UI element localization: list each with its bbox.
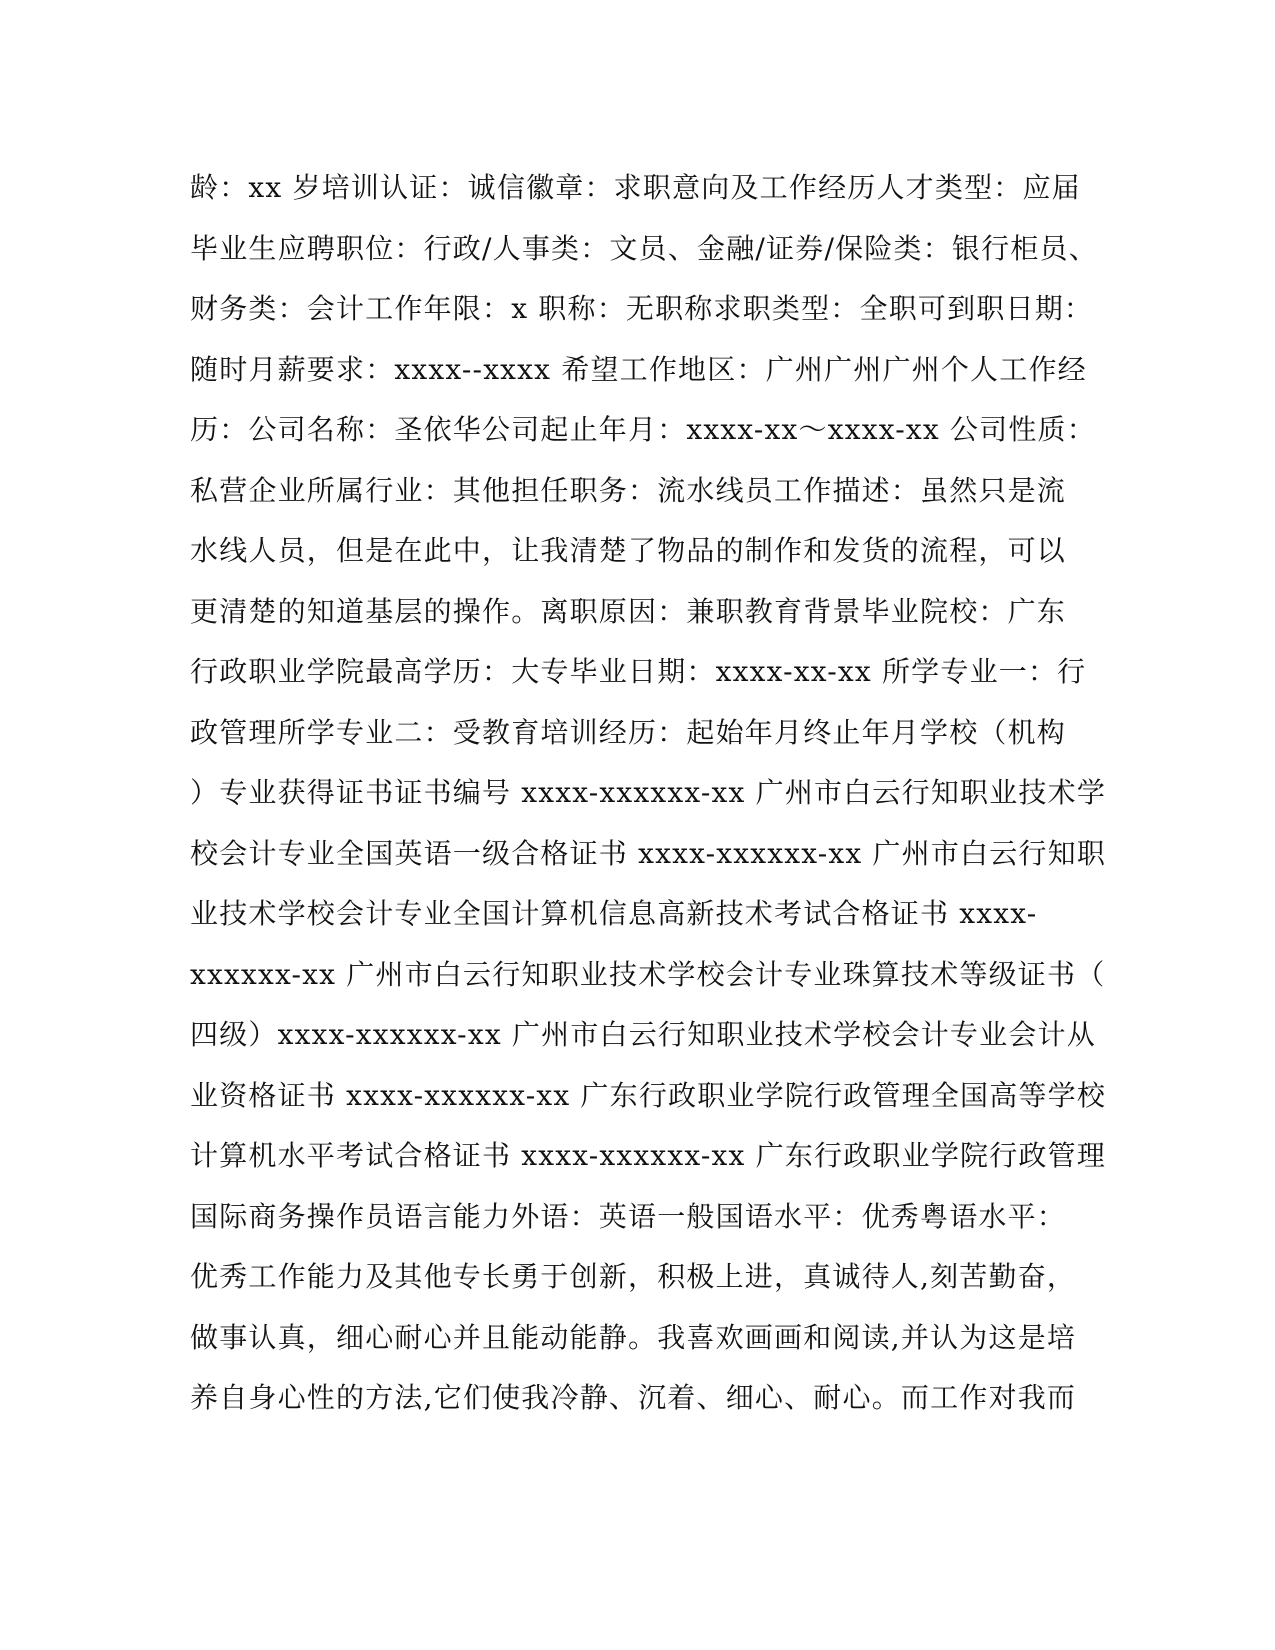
text-line: 养自身心性的方法,它们使我冷静、沉着、细心、耐心。而工作对我而: [190, 1381, 1077, 1414]
text-line: ）专业获得证书证书编号 xxxx-xxxxxx-xx 广州市白云行知职业技术学: [190, 776, 1107, 809]
text-line: 财务类：会计工作年限：x 职称：无职称求职类型：全职可到职日期：: [190, 292, 1094, 325]
text-line: 龄：xx 岁培训认证：诚信徽章：求职意向及工作经历人才类型：应届: [190, 171, 1081, 204]
text-line: 计算机水平考试合格证书 xxxx-xxxxxx-xx 广东行政职业学院行政管理: [190, 1139, 1107, 1172]
text-line: 毕业生应聘职位：行政/人事类：文员、金融/证券/保险类：银行柜员、: [190, 231, 1098, 265]
text-line: 私营企业所属行业：其他担任职务：流水线员工作描述：虽然只是流: [190, 473, 1067, 507]
resume-text-body: [190, 158, 1107, 1429]
text-line: xxxxxx-xx 广州市白云行知职业技术学校会计专业珠算技术等级证书（: [190, 957, 1106, 991]
text-line: 业技术学校会计专业全国计算机信息高新技术考试合格证书 xxxx-: [190, 897, 1038, 930]
text-line: 政管理所学专业二：受教育培训经历：起始年月终止年月学校（机构: [190, 715, 1067, 749]
text-line: 业资格证书 xxxx-xxxxxx-xx 广东行政职业学院行政管理全国高等学校: [190, 1078, 1107, 1112]
text-line: 更清楚的知道基层的操作。离职原因：兼职教育背景毕业院校：广东: [190, 594, 1067, 628]
text-line: 行政职业学院最高学历：大专毕业日期：xxxx-xx-xx 所学专业一：行: [190, 655, 1087, 688]
text-line: 校会计专业全国英语一级合格证书 xxxx-xxxxxx-xx 广州市白云行知职: [190, 836, 1107, 870]
text-line: 历：公司名称：圣依华公司起止年月：xxxx-xx～xxxx-xx 公司性质：: [190, 413, 1096, 446]
text-line: 优秀工作能力及其他专长勇于创新，积极上进，真诚待人,刻苦勤奋，: [190, 1260, 1077, 1293]
text-line: 国际商务操作员语言能力外语：英语一般国语水平：优秀粤语水平：: [190, 1199, 1067, 1233]
text-line: 四级）xxxx-xxxxxx-xx 广州市白云行知职业技术学校会计专业会计从: [190, 1018, 1096, 1051]
text-line: 水线人员，但是在此中，让我清楚了物品的制作和发货的流程，可以: [190, 534, 1067, 567]
text-line: 随时月薪要求：xxxx--xxxx 希望工作地区：广州广州广州个人工作经: [190, 352, 1087, 386]
text-line: 做事认真，细心耐心并且能动能静。我喜欢画画和阅读,并认为这是培: [190, 1320, 1077, 1354]
